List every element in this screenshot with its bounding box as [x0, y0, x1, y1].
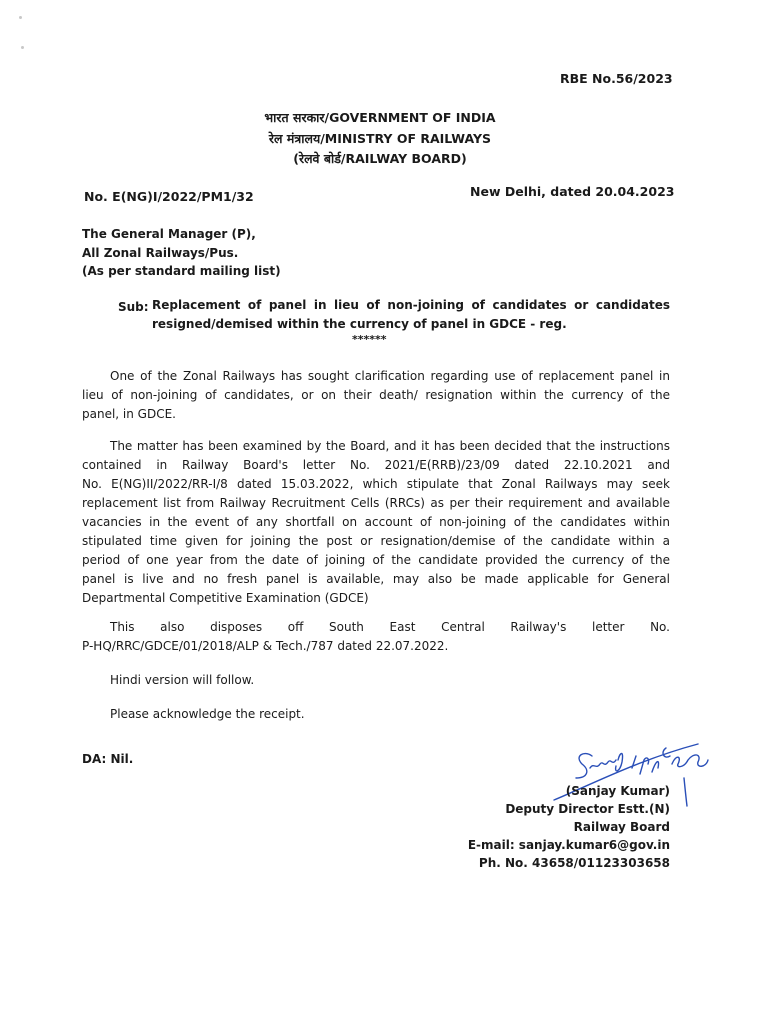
paragraph-1-line: One of the Zonal Railways has sought clarification regarding use of replacement panel in: [110, 369, 670, 383]
header-ministry: रेल मंत्रालय/MINISTRY OF RAILWAYS: [268, 131, 492, 146]
signatory-phone: Ph. No. 43658/01123303658: [478, 856, 670, 870]
paragraph-1-line: panel, in GDCE.: [82, 407, 176, 421]
signature-stroke: [576, 754, 592, 778]
reference-number: No. E(NG)I/2022/PM1/32: [84, 189, 254, 204]
subject-separator: ******: [352, 333, 387, 346]
paragraph-2-line: Departmental Competitive Examination (GDCE): [82, 591, 369, 605]
paragraph-2-line: panel is live and no fresh panel is available, may also be made applicable for General: [82, 572, 670, 586]
scan-speck: [21, 46, 24, 49]
subject-label: Sub:: [118, 300, 149, 314]
addressee-line-2: All Zonal Railways/Pus.: [82, 246, 239, 260]
rbe-number: RBE No.56/2023: [560, 71, 673, 86]
signature-stroke: [663, 748, 708, 767]
scan-speck: [19, 16, 22, 19]
paragraph-1-line: lieu of non-joining of candidates, or on their death/ resignation within the currency of the: [82, 388, 670, 402]
paragraph-3-line: P-HQ/RRC/GDCE/01/2018/ALP & Tech./787 dated 22.07.2022.: [82, 639, 449, 653]
subject-line-1: Replacement of panel in lieu of non-joining of candidates or candidates: [152, 298, 670, 312]
signatory-office: Railway Board: [573, 820, 670, 834]
paragraph-3-line: This also disposes off South East Central Railway's letter No.: [110, 620, 670, 634]
paragraph-2-line: replacement list from Railway Recruitment Cells (RRCs) as per their requirement and available: [82, 496, 670, 510]
header-government: भारत सरकार/GOVERNMENT OF INDIA: [264, 110, 496, 125]
enclosure-note: DA: Nil.: [82, 752, 134, 766]
paragraph-2-line: The matter has been examined by the Board, and it has been decided that the instructions: [110, 439, 670, 453]
paragraph-2-line: No. E(NG)II/2022/RR-I/8 dated 15.03.2022, which stipulate that Zonal Railways may seek: [82, 477, 670, 491]
paragraph-2: [82, 437, 670, 608]
signatory-designation: Deputy Director Estt.(N): [505, 802, 670, 816]
signature-stroke: [616, 754, 623, 771]
addressee-line-1: The General Manager (P),: [82, 227, 256, 241]
place-date: New Delhi, dated 20.04.2023: [470, 184, 675, 199]
paragraph-acknowledge: Please acknowledge the receipt.: [110, 707, 305, 721]
subject-text: [152, 296, 670, 334]
paragraph-hindi-version: Hindi version will follow.: [110, 673, 255, 687]
paragraph-2-line: contained in Railway Board's letter No. 2021/E(RRB)/23/09 dated 22.10.2021 and: [82, 458, 670, 472]
paragraph-2-line: vacancies in the event of any shortfall on account of non-joining of the candidates within: [82, 515, 670, 529]
paragraph-2-line: period of one year from the date of joining of the candidate provided the currency of the: [82, 553, 670, 567]
signatory-email: E-mail: sanjay.kumar6@gov.in: [467, 838, 670, 852]
subject-line-2: resigned/demised within the currency of panel in GDCE - reg.: [152, 317, 567, 331]
signature-stroke: [590, 760, 616, 768]
signature-stroke: [684, 778, 687, 806]
paragraph-3: [82, 618, 670, 656]
paragraph-1: [82, 367, 670, 424]
paragraph-2-line: stipulated time given for joining the post or resignation/demise of the candidate within a: [82, 534, 670, 548]
signatory-name: (Sanjay Kumar): [565, 784, 670, 798]
header-board: (रेलवे बोर्ड/RAILWAY BOARD): [293, 151, 467, 166]
addressee-line-3: (As per standard mailing list): [82, 264, 281, 278]
